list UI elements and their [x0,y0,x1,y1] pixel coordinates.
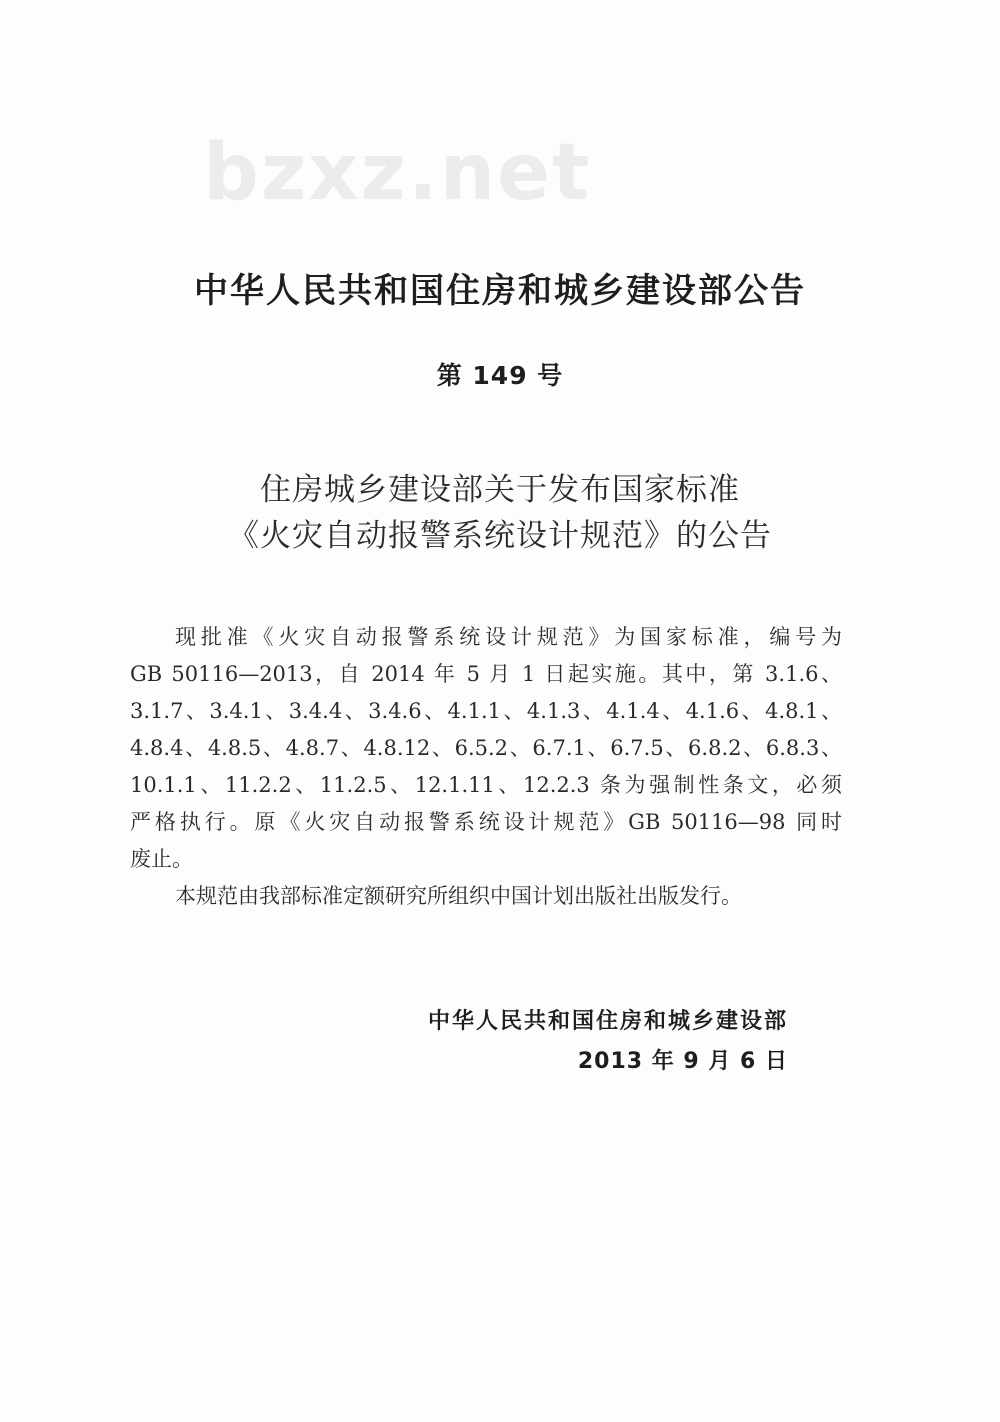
body-line-5: 10.1.1、11.2.2、11.2.5、12.1.11、12.2.3 条为强制性条文，必须 [130,773,842,797]
body-line-7: 废止。 [130,847,193,871]
body-line-2: GB 50116—2013，自 2014 年 5 月 1 日起实施。其中，第 3.1.6、 [130,662,842,686]
body-line-8: 本规范由我部标准定额研究所组织中国计划出版社出版发行。 [175,884,742,908]
body-line-4: 4.8.4、4.8.5、4.8.7、4.8.12、6.5.2、6.7.1、6.7.5、6.8.2、6.8.3、 [130,736,842,760]
signature-date: 2013 年 9 月 6 日 [577,1049,788,1074]
body-line-1: 现批准《火灾自动报警系统设计规范》为国家标准，编号为 [175,625,842,649]
signature-organization: 中华人民共和国住房和城乡建设部 [427,1009,788,1034]
subtitle-line-1: 住房城乡建设部关于发布国家标准 [260,472,740,508]
watermark: bzxz.net [203,128,592,218]
subtitle-line-2: 《火灾自动报警系统设计规范》的公告 [228,518,772,554]
body-line-3: 3.1.7、3.4.1、3.4.4、3.4.6、4.1.1、4.1.3、4.1.4、4.1.6、4.8.1、 [130,699,842,723]
announcement-number: 第 149 号 [436,361,564,390]
page-title: 中华人民共和国住房和城乡建设部公告 [194,271,806,311]
body-line-6: 严格执行。原《火灾自动报警系统设计规范》GB 50116—98 同时 [130,810,842,834]
